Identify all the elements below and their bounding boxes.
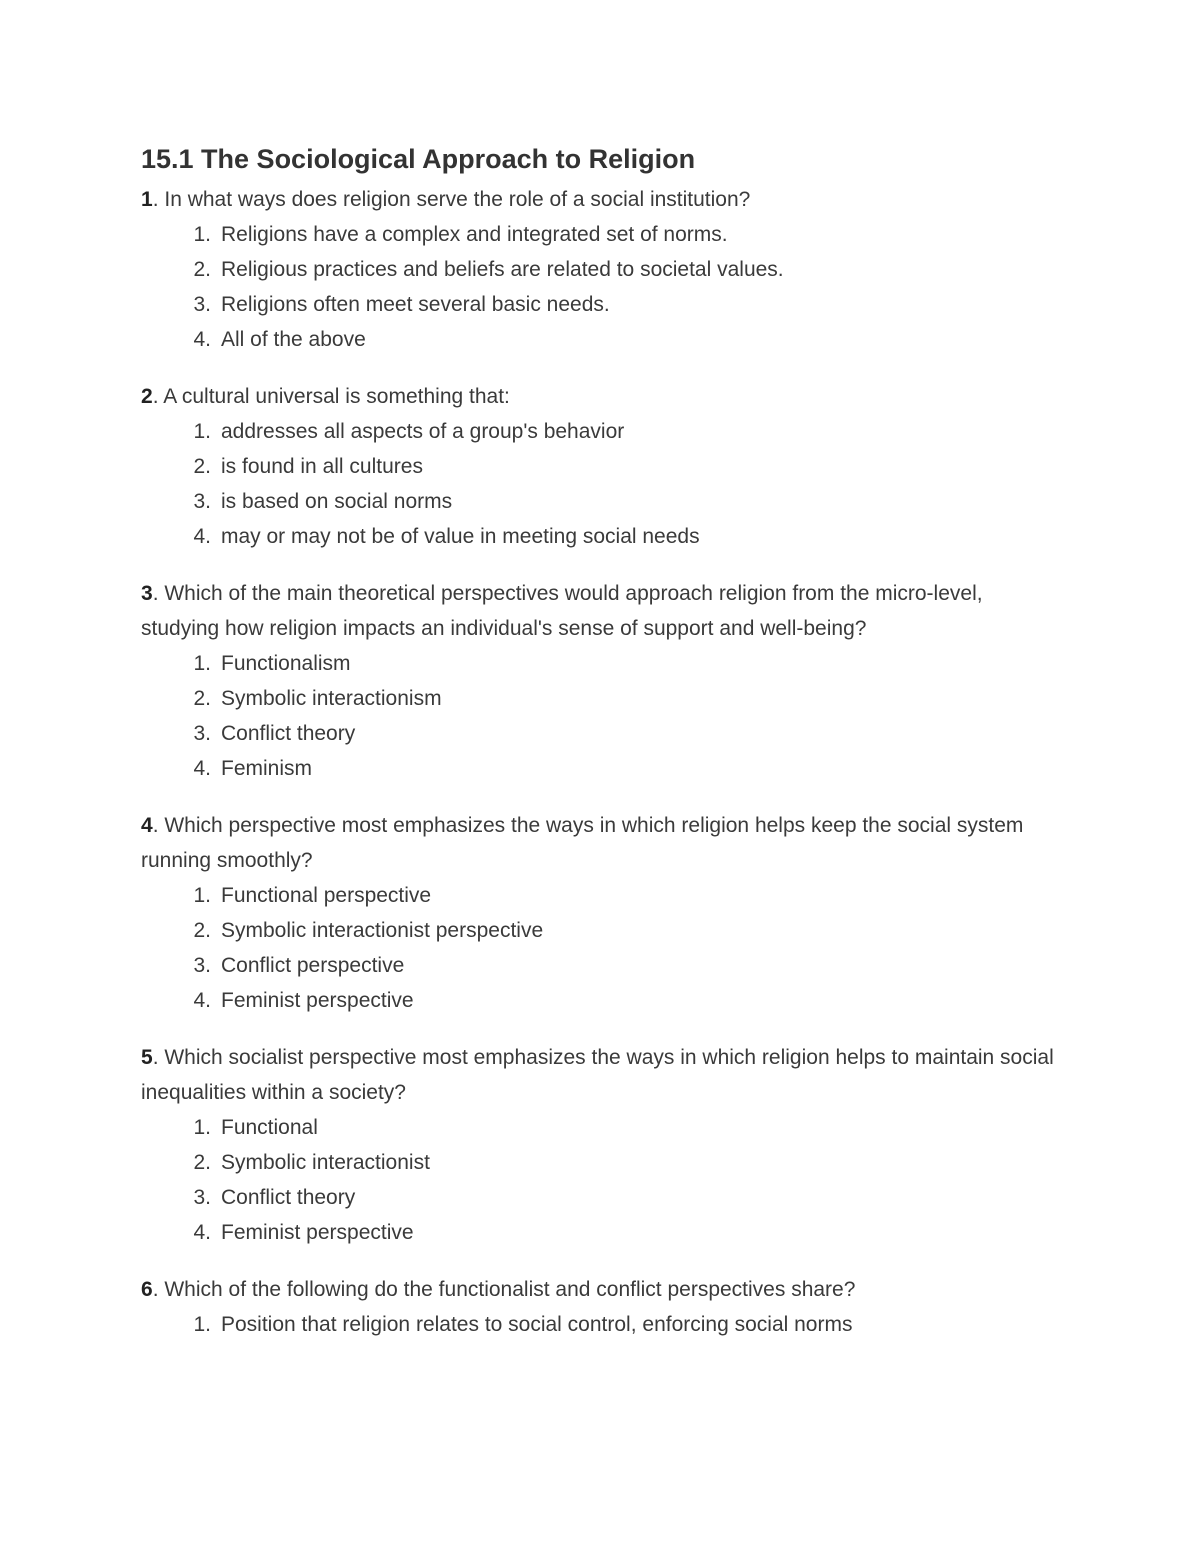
answer-options	[141, 1307, 1061, 1342]
answer-option	[141, 252, 1061, 287]
answer-option	[141, 449, 1061, 484]
option-number: 3.	[193, 293, 211, 316]
question-number: 3	[141, 582, 153, 605]
option-text: Functional perspective	[221, 884, 432, 907]
question-stem	[141, 182, 1061, 217]
question-text: . Which socialist perspective most emphasizes the ways in which religion helps to maintain social inequalities within a society?	[141, 1046, 1054, 1104]
option-number: 3.	[193, 722, 211, 745]
answer-option	[141, 287, 1061, 322]
answer-option	[141, 751, 1061, 786]
question-list	[141, 182, 1061, 1342]
option-text: Symbolic interactionist perspective	[221, 919, 544, 942]
option-number: 3.	[193, 1186, 211, 1209]
option-number: 2.	[193, 258, 211, 281]
option-number: 2.	[193, 1151, 211, 1174]
option-text: Feminist perspective	[221, 989, 414, 1012]
answer-option	[141, 1110, 1061, 1145]
answer-option	[141, 948, 1061, 983]
option-number: 4.	[193, 525, 211, 548]
question-stem	[141, 1272, 1061, 1307]
option-number: 2.	[193, 687, 211, 710]
answer-option	[141, 983, 1061, 1018]
question-6	[141, 1272, 1061, 1342]
answer-options	[141, 878, 1061, 1018]
question-number: 2	[141, 385, 153, 408]
option-text: is based on social norms	[221, 490, 453, 513]
answer-option	[141, 716, 1061, 751]
document-page	[141, 142, 1061, 1364]
answer-options	[141, 217, 1061, 357]
answer-option	[141, 484, 1061, 519]
option-text: Religions often meet several basic needs.	[221, 293, 610, 316]
answer-option	[141, 519, 1061, 554]
option-text: Conflict theory	[221, 1186, 356, 1209]
question-4	[141, 808, 1061, 1018]
option-number: 1.	[193, 1313, 211, 1336]
question-text: . Which perspective most emphasizes the ways in which religion helps keep the social system running smoothly?	[141, 814, 1024, 872]
option-text: Symbolic interactionist	[221, 1151, 430, 1174]
option-number: 1.	[193, 1116, 211, 1139]
answer-option	[141, 1145, 1061, 1180]
answer-option	[141, 646, 1061, 681]
option-text: Feminism	[221, 757, 313, 780]
answer-option	[141, 913, 1061, 948]
option-text: addresses all aspects of a group's behavior	[221, 420, 625, 443]
option-number: 3.	[193, 490, 211, 513]
answer-option	[141, 414, 1061, 449]
answer-option	[141, 1307, 1061, 1342]
answer-option	[141, 1180, 1061, 1215]
option-number: 4.	[193, 757, 211, 780]
question-stem	[141, 576, 1061, 646]
answer-options	[141, 1110, 1061, 1250]
answer-options	[141, 414, 1061, 554]
option-text: Conflict perspective	[221, 954, 405, 977]
question-text: . In what ways does religion serve the role of a social institution?	[152, 188, 751, 211]
question-text: . Which of the main theoretical perspectives would approach religion from the micro-level, studying how religion impacts an individual's sense of support and well-being?	[141, 582, 983, 640]
question-5	[141, 1040, 1061, 1250]
question-1	[141, 182, 1061, 357]
option-number: 1.	[193, 420, 211, 443]
option-text: Religions have a complex and integrated set of norms.	[221, 223, 728, 246]
option-text: may or may not be of value in meeting social needs	[221, 525, 700, 548]
option-number: 1.	[193, 223, 211, 246]
option-number: 1.	[193, 652, 211, 675]
question-number: 4	[141, 814, 153, 837]
answer-option	[141, 681, 1061, 716]
option-text: Conflict theory	[221, 722, 356, 745]
option-text: Feminist perspective	[221, 1221, 414, 1244]
option-number: 2.	[193, 455, 211, 478]
question-stem	[141, 808, 1061, 878]
answer-options	[141, 646, 1061, 786]
option-number: 4.	[193, 328, 211, 351]
option-text: Position that religion relates to social control, enforcing social norms	[221, 1313, 853, 1336]
option-number: 1.	[193, 884, 211, 907]
option-text: Religious practices and beliefs are related to societal values.	[221, 258, 784, 281]
option-text: All of the above	[221, 328, 366, 351]
option-text: is found in all cultures	[221, 455, 423, 478]
option-number: 2.	[193, 919, 211, 942]
option-text: Functionalism	[221, 652, 351, 675]
answer-option	[141, 322, 1061, 357]
answer-option	[141, 1215, 1061, 1250]
option-number: 4.	[193, 989, 211, 1012]
option-text: Symbolic interactionism	[221, 687, 442, 710]
option-number: 3.	[193, 954, 211, 977]
question-number: 5	[141, 1046, 153, 1069]
question-text: . Which of the following do the functionalist and conflict perspectives share?	[152, 1278, 856, 1301]
option-number: 4.	[193, 1221, 211, 1244]
question-2	[141, 379, 1061, 554]
answer-option	[141, 217, 1061, 252]
answer-option	[141, 878, 1061, 913]
page-title: 15.1 The Sociological Approach to Religion	[141, 144, 696, 174]
question-stem	[141, 379, 1061, 414]
option-text: Functional	[221, 1116, 318, 1139]
question-stem	[141, 1040, 1061, 1110]
question-number: 6	[141, 1278, 153, 1301]
question-3	[141, 576, 1061, 786]
question-number: 1	[141, 188, 153, 211]
question-text: . A cultural universal is something that:	[152, 385, 510, 408]
